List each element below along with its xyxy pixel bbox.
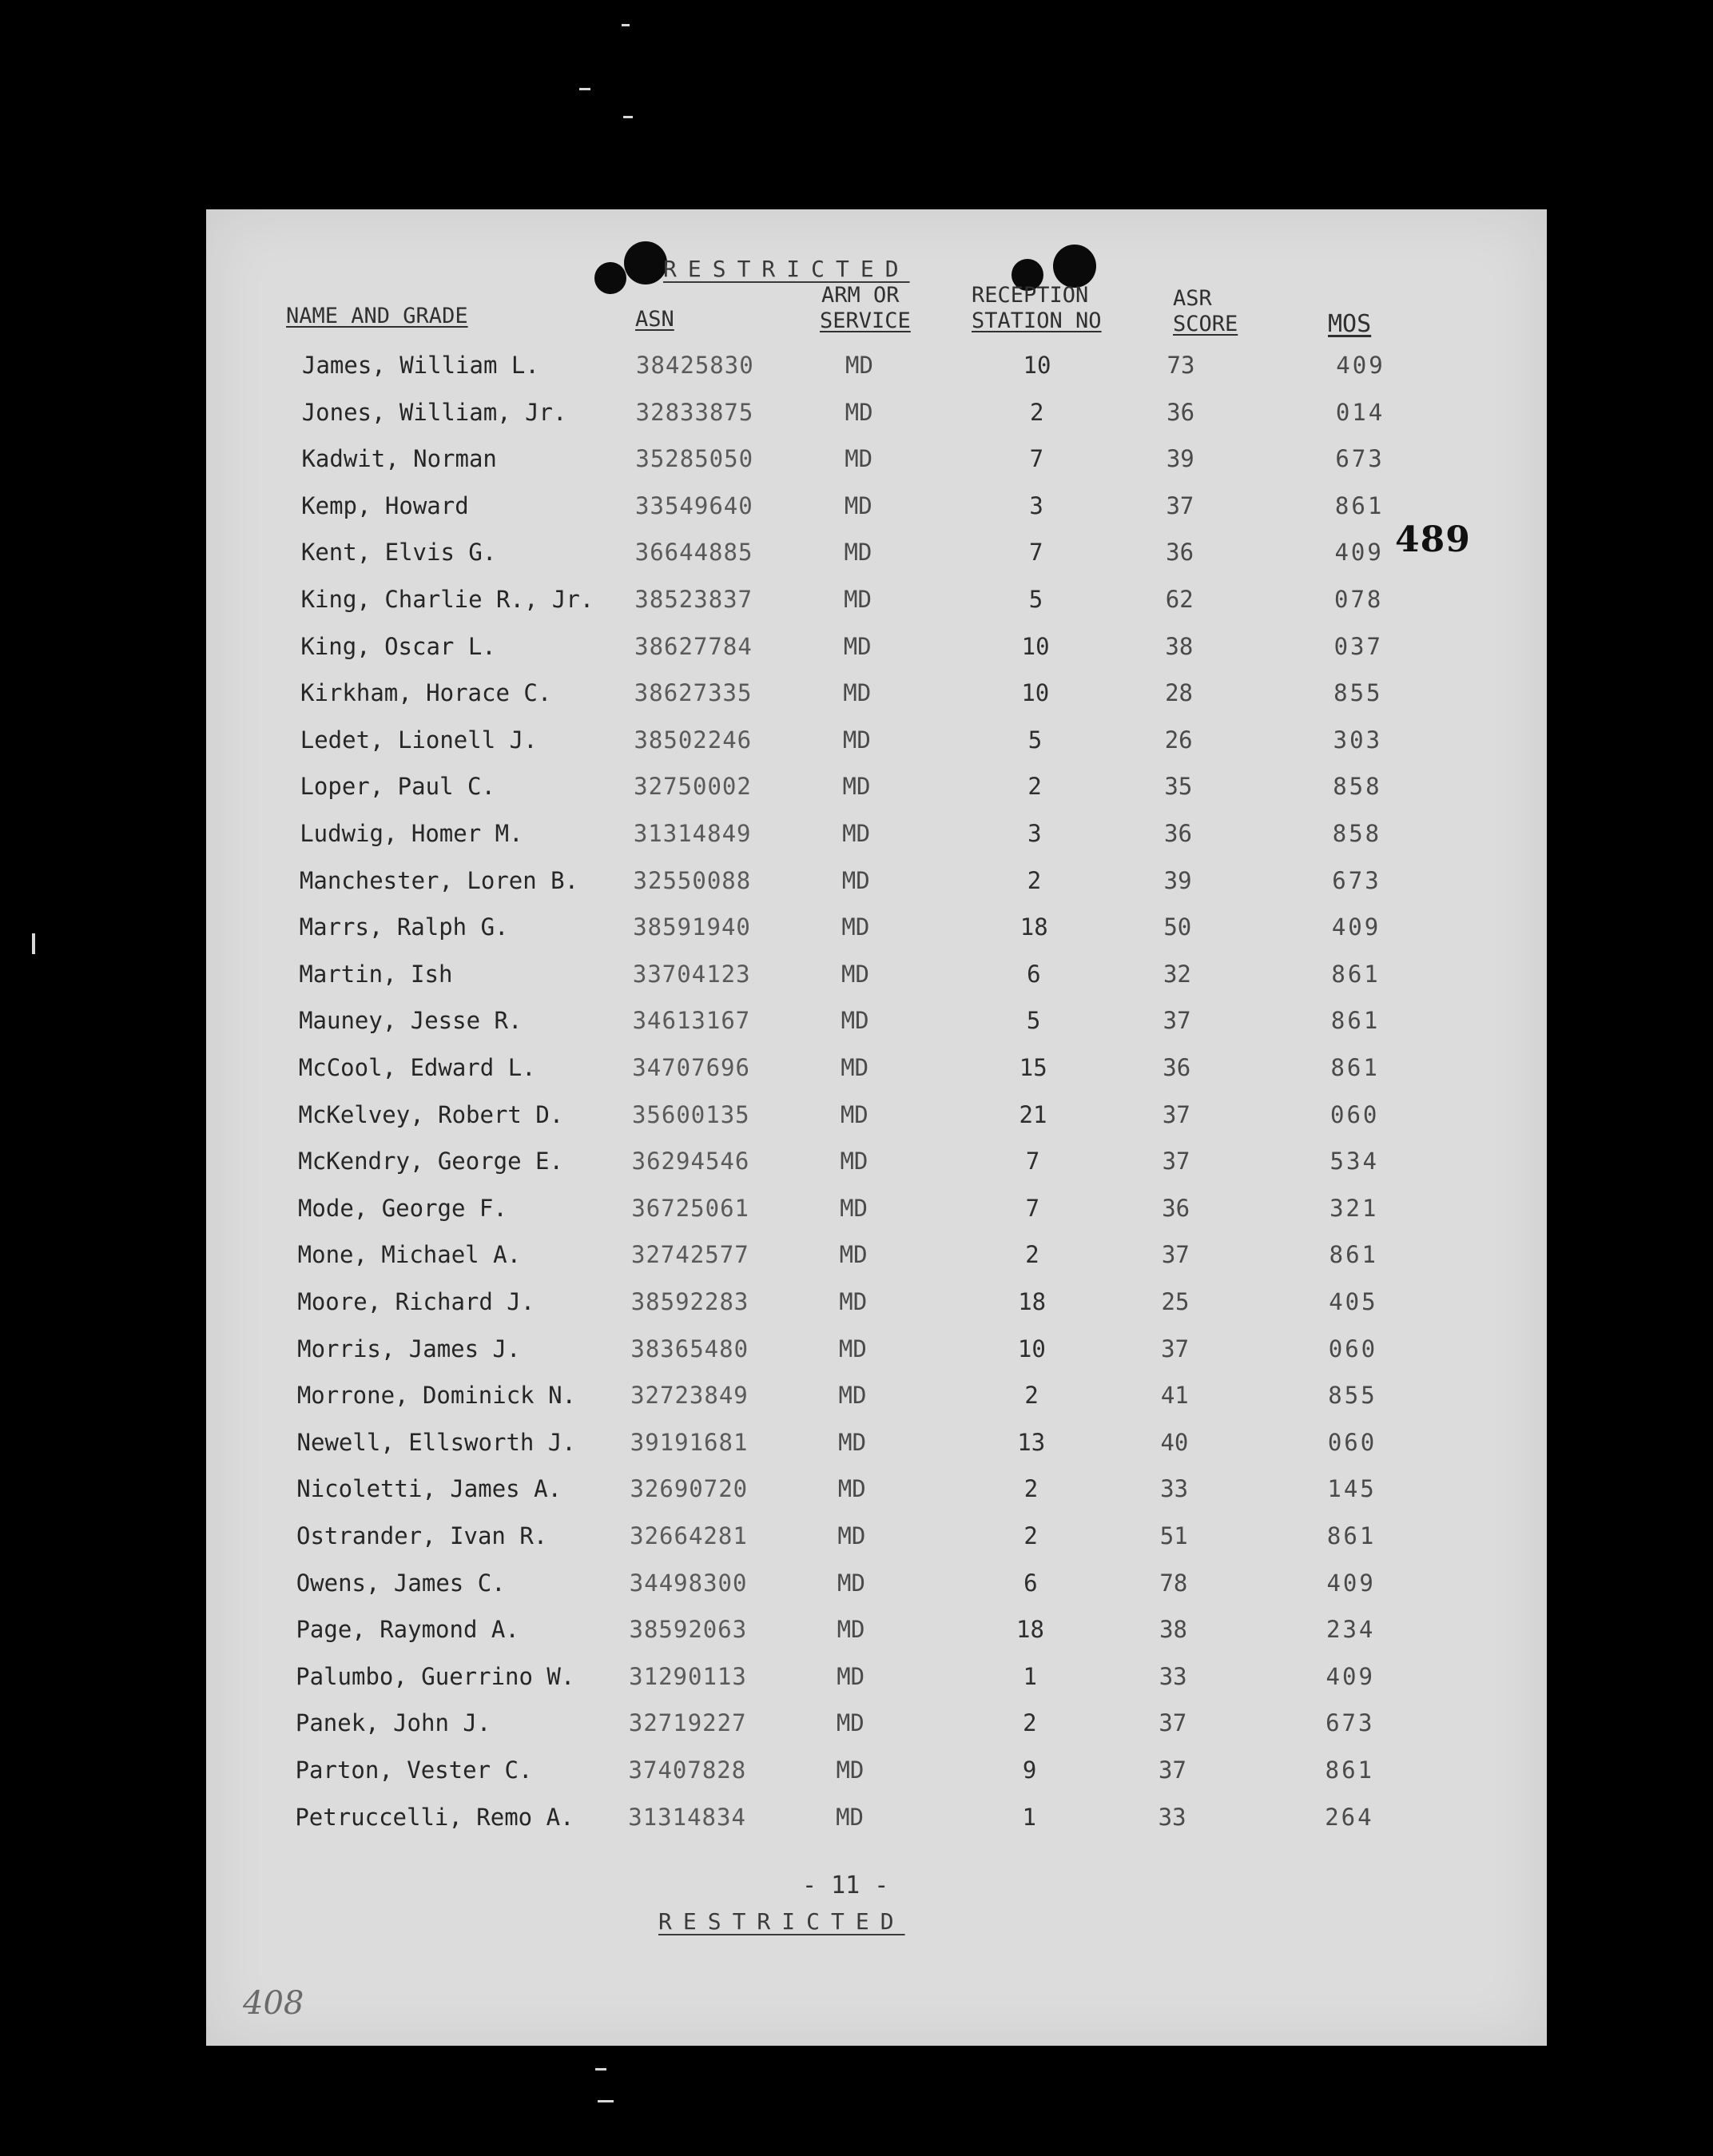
cell-name: Morrone, Dominick N.: [296, 1382, 577, 1410]
cell-name: Kemp, Howard: [301, 491, 469, 519]
col-header-arm-line1: ARM OR: [821, 283, 900, 308]
cell-name: Newell, Ellsworth J.: [296, 1428, 576, 1456]
cell-station: 10: [1021, 632, 1050, 660]
cell-mos: 861: [1331, 960, 1381, 988]
cell-mos: 673: [1335, 445, 1385, 473]
cell-name: Parton, Vester C.: [295, 1756, 533, 1784]
table-row: [206, 1429, 1547, 1475]
col-header-score-line1: ASR: [1173, 286, 1212, 311]
cell-arm: MD: [839, 1241, 868, 1269]
cell-arm: MD: [845, 398, 873, 426]
cell-asn: 33549640: [635, 491, 753, 519]
film-mark: [598, 2100, 614, 2102]
cell-asn: 38523837: [634, 586, 753, 613]
cell-name: Mode, George F.: [297, 1194, 507, 1222]
col-header-score: [1173, 286, 1238, 337]
table-row: [206, 1335, 1547, 1382]
cell-station: 3: [1029, 491, 1043, 519]
table-row: [206, 1569, 1547, 1616]
table-row: [206, 820, 1547, 866]
cell-name: Kadwit, Norman: [301, 445, 497, 473]
cell-asn: 37407828: [628, 1756, 747, 1784]
cell-arm: MD: [842, 820, 871, 847]
cell-asn: 38502246: [634, 726, 753, 754]
cell-mos: 858: [1333, 773, 1382, 801]
cell-station: 2: [1027, 773, 1042, 801]
cell-station: 9: [1022, 1756, 1037, 1784]
cell-name: Mone, Michael A.: [297, 1241, 522, 1269]
cell-mos: 861: [1330, 1054, 1380, 1081]
cell-arm: MD: [841, 1054, 869, 1081]
cell-name: Marrs, Ralph G.: [299, 913, 509, 941]
cell-name: Palumbo, Guerrino W.: [296, 1662, 575, 1690]
cell-name: Ludwig, Homer M.: [300, 820, 523, 847]
cell-score: 36: [1166, 539, 1194, 567]
cell-name: James, William L.: [302, 352, 539, 379]
table-row: [206, 1709, 1547, 1756]
cell-mos: 861: [1329, 1241, 1379, 1269]
cell-asn: 32723849: [630, 1382, 749, 1410]
cell-score: 33: [1159, 1662, 1187, 1690]
cell-name: Kent, Elvis G.: [300, 539, 497, 567]
table-row: [206, 773, 1547, 819]
cell-arm: MD: [841, 866, 870, 894]
cell-station: 2: [1023, 1522, 1038, 1549]
table-row: [206, 1101, 1547, 1148]
cell-score: 36: [1167, 398, 1195, 426]
cell-arm: MD: [837, 1662, 865, 1690]
table-row: [206, 1195, 1547, 1241]
cell-name: Petruccelli, Remo A.: [295, 1803, 574, 1831]
cell-name: Ostrander, Ivan R.: [296, 1522, 548, 1549]
table-row: [206, 445, 1547, 491]
cell-score: 62: [1165, 586, 1194, 613]
cell-asn: 32742577: [631, 1241, 749, 1269]
cell-score: 41: [1160, 1382, 1189, 1410]
table-row: [206, 913, 1547, 960]
cell-arm: MD: [836, 1709, 864, 1737]
cell-score: 37: [1159, 1709, 1187, 1737]
cell-station: 10: [1017, 1335, 1046, 1362]
cell-mos: 409: [1326, 1569, 1376, 1597]
cell-asn: 36725061: [631, 1194, 750, 1222]
cell-asn: 38365480: [630, 1335, 749, 1362]
cell-name: Martin, Ish: [299, 960, 453, 988]
table-row: [206, 961, 1547, 1007]
cell-arm: MD: [841, 913, 870, 941]
cell-name: Morris, James J.: [297, 1335, 521, 1362]
col-header-station-line2: STATION NO: [972, 308, 1102, 333]
cell-asn: 35285050: [635, 445, 754, 473]
table-row: [206, 1756, 1547, 1803]
cell-arm: MD: [841, 1007, 869, 1035]
cell-score: 37: [1162, 1100, 1190, 1128]
cell-station: 1: [1022, 1803, 1036, 1831]
cell-arm: MD: [844, 491, 872, 519]
cell-asn: 38627335: [634, 679, 753, 707]
cell-asn: 35600135: [631, 1100, 750, 1128]
cell-score: 73: [1167, 352, 1195, 379]
cell-station: 1: [1023, 1662, 1037, 1690]
cell-name: Kirkham, Horace C.: [300, 679, 552, 707]
cell-asn: 32664281: [630, 1522, 748, 1549]
document-page: [206, 209, 1547, 2046]
cell-asn: 31314849: [633, 820, 752, 847]
table-row: [206, 399, 1547, 445]
restricted-header: RESTRICTED: [663, 256, 910, 282]
cell-arm: MD: [845, 352, 873, 379]
cell-arm: MD: [839, 1288, 868, 1315]
table-row: [206, 726, 1547, 773]
cell-mos: 037: [1333, 632, 1383, 660]
cell-asn: 32719227: [628, 1709, 747, 1737]
cell-name: Page, Raymond A.: [296, 1616, 519, 1644]
cell-score: 39: [1166, 445, 1194, 473]
cell-station: 10: [1023, 352, 1051, 379]
cell-name: King, Oscar L.: [300, 632, 496, 660]
cell-arm: MD: [840, 1100, 868, 1128]
cell-score: 51: [1159, 1522, 1188, 1549]
table-row: [206, 1475, 1547, 1522]
cell-name: McKelvey, Robert D.: [298, 1100, 564, 1128]
cell-asn: 31290113: [629, 1662, 747, 1690]
cell-station: 18: [1019, 913, 1048, 941]
col-header-station-line1: RECEPTION: [972, 283, 1089, 308]
table-row: [206, 1054, 1547, 1100]
cell-arm: MD: [844, 586, 872, 613]
cell-mos: 409: [1336, 352, 1385, 379]
cell-mos: 234: [1326, 1616, 1376, 1644]
table-row: [206, 1382, 1547, 1428]
cell-arm: MD: [843, 679, 872, 707]
cell-arm: MD: [838, 1428, 867, 1456]
cell-score: 36: [1164, 820, 1192, 847]
cell-mos: 409: [1334, 539, 1384, 567]
cell-mos: 861: [1325, 1756, 1375, 1784]
cell-station: 2: [1027, 866, 1042, 894]
cell-arm: MD: [837, 1475, 866, 1503]
cell-asn: 34707696: [632, 1054, 750, 1081]
cell-mos: 405: [1329, 1288, 1378, 1315]
stamp-number: 489: [1395, 519, 1471, 560]
cell-arm: MD: [838, 1382, 867, 1410]
table-row: [206, 1148, 1547, 1194]
cell-asn: 39191681: [630, 1428, 749, 1456]
cell-station: 5: [1027, 726, 1043, 754]
cell-score: 38: [1165, 632, 1194, 660]
cell-mos: 078: [1334, 586, 1384, 613]
cell-mos: 409: [1325, 1662, 1375, 1690]
cell-station: 6: [1027, 960, 1041, 988]
cell-name: Ledet, Lionell J.: [300, 726, 538, 754]
cell-station: 2: [1024, 1382, 1039, 1410]
cell-asn: 36644885: [634, 539, 753, 567]
cell-arm: MD: [842, 773, 871, 801]
cell-station: 21: [1019, 1100, 1047, 1128]
table-row: [206, 1616, 1547, 1662]
punch-hole: [624, 241, 667, 284]
cell-mos: 303: [1333, 726, 1383, 754]
cell-mos: 060: [1330, 1100, 1380, 1128]
cell-score: 37: [1161, 1241, 1190, 1269]
cell-score: 32: [1163, 960, 1191, 988]
cell-mos: 060: [1328, 1335, 1378, 1362]
table-row: [206, 1007, 1547, 1053]
col-header-score-line2: SCORE: [1173, 312, 1238, 336]
col-header-asn: ASN: [635, 307, 674, 332]
table-row: [206, 586, 1547, 632]
cell-arm: MD: [837, 1522, 866, 1549]
film-mark: [579, 88, 590, 90]
table-row: [206, 1241, 1547, 1287]
cell-asn: 38627784: [634, 632, 753, 660]
cell-station: 7: [1025, 1194, 1040, 1222]
cell-arm: MD: [841, 960, 869, 988]
table-row: [206, 867, 1547, 913]
cell-name: Mauney, Jesse R.: [299, 1007, 523, 1035]
table-row: [206, 492, 1547, 539]
punch-hole: [594, 262, 626, 294]
cell-name: McKendry, George E.: [298, 1148, 563, 1175]
cell-score: 33: [1160, 1475, 1189, 1503]
col-header-station: [972, 283, 1102, 334]
table-row: [206, 1522, 1547, 1569]
cell-asn: 38425830: [636, 352, 754, 379]
table-row: [206, 679, 1547, 726]
cell-name: Panek, John J.: [295, 1709, 491, 1737]
cell-mos: 321: [1329, 1194, 1379, 1222]
cell-arm: MD: [838, 1335, 867, 1362]
cell-score: 37: [1159, 1756, 1186, 1784]
cell-station: 5: [1026, 1007, 1041, 1035]
cell-mos: 858: [1332, 820, 1382, 847]
cell-score: 36: [1162, 1194, 1190, 1222]
cell-score: 25: [1161, 1288, 1190, 1315]
cell-asn: 38592063: [629, 1616, 748, 1644]
cell-station: 2: [1023, 1475, 1039, 1503]
punch-hole: [1053, 245, 1096, 288]
col-header-name: NAME AND GRADE: [286, 304, 468, 328]
cell-score: 26: [1164, 726, 1193, 754]
cell-station: 2: [1029, 398, 1044, 426]
cell-mos: 861: [1326, 1522, 1377, 1549]
cell-station: 18: [1016, 1616, 1044, 1644]
cell-station: 2: [1025, 1241, 1039, 1269]
cell-score: 35: [1164, 773, 1193, 801]
cell-mos: 861: [1330, 1007, 1381, 1035]
table-row: [206, 539, 1547, 585]
cell-asn: 36294546: [631, 1148, 750, 1175]
col-header-arm-line2: SERVICE: [820, 308, 911, 333]
cell-mos: 014: [1335, 398, 1385, 426]
cell-name: Nicoletti, James A.: [296, 1475, 562, 1503]
cell-mos: 145: [1327, 1475, 1377, 1503]
cell-score: 38: [1159, 1616, 1187, 1644]
cell-arm: MD: [843, 632, 872, 660]
table-row: [206, 1288, 1547, 1335]
cell-asn: 32550088: [633, 866, 752, 894]
cell-score: 37: [1166, 491, 1194, 519]
film-mark: [32, 933, 35, 954]
col-header-arm: [820, 283, 911, 334]
cell-score: 37: [1161, 1335, 1190, 1362]
cell-station: 15: [1019, 1054, 1047, 1081]
cell-mos: 673: [1332, 866, 1381, 894]
cell-mos: 855: [1333, 679, 1383, 707]
table-row: [206, 352, 1547, 398]
cell-arm: MD: [836, 1803, 864, 1831]
cell-mos: 673: [1325, 1709, 1375, 1737]
cell-mos: 409: [1331, 913, 1381, 941]
cell-name: Jones, William, Jr.: [301, 398, 567, 426]
page-number: - 11 -: [802, 1872, 889, 1899]
cell-asn: 32833875: [635, 398, 754, 426]
cell-name: Owens, James C.: [296, 1569, 506, 1597]
cell-station: 3: [1027, 820, 1042, 847]
cell-asn: 32690720: [630, 1475, 749, 1503]
cell-score: 40: [1160, 1428, 1189, 1456]
cell-asn: 38592283: [630, 1288, 749, 1315]
cell-mos: 861: [1334, 491, 1385, 519]
cell-score: 37: [1163, 1007, 1191, 1035]
cell-score: 28: [1165, 679, 1193, 707]
cell-arm: MD: [845, 445, 873, 473]
cell-station: 2: [1023, 1709, 1037, 1737]
cell-station: 7: [1029, 445, 1044, 473]
cell-arm: MD: [842, 726, 871, 754]
cell-station: 13: [1017, 1428, 1046, 1456]
cell-name: Loper, Paul C.: [300, 773, 495, 801]
table-row: [206, 1663, 1547, 1709]
cell-mos: 534: [1329, 1148, 1379, 1175]
cell-station: 7: [1025, 1148, 1040, 1175]
cell-asn: 31314834: [628, 1803, 746, 1831]
cell-arm: MD: [844, 539, 872, 567]
cell-mos: 264: [1325, 1803, 1374, 1831]
table-row: [206, 633, 1547, 679]
cell-station: 10: [1021, 679, 1050, 707]
cell-score: 33: [1158, 1803, 1186, 1831]
restricted-footer: RESTRICTED: [658, 1908, 905, 1935]
cell-asn: 34613167: [632, 1007, 751, 1035]
table-row: [206, 1804, 1547, 1850]
cell-arm: MD: [836, 1756, 864, 1784]
cell-name: McCool, Edward L.: [298, 1054, 536, 1081]
cell-mos: 060: [1327, 1428, 1377, 1456]
film-mark: [622, 24, 630, 26]
cell-name: King, Charlie R., Jr.: [300, 586, 594, 613]
cell-asn: 32750002: [634, 773, 752, 801]
cell-arm: MD: [840, 1194, 868, 1222]
cell-station: 5: [1028, 586, 1043, 613]
film-mark: [623, 116, 633, 118]
cell-score: 50: [1163, 913, 1192, 941]
cell-asn: 34498300: [629, 1569, 748, 1597]
cell-score: 37: [1162, 1148, 1190, 1175]
cell-name: Moore, Richard J.: [297, 1288, 535, 1315]
cell-station: 6: [1023, 1569, 1038, 1597]
cell-arm: MD: [837, 1569, 865, 1597]
cell-station: 7: [1029, 539, 1043, 567]
cell-score: 78: [1159, 1569, 1188, 1597]
cell-asn: 33704123: [632, 960, 751, 988]
cell-score: 39: [1163, 866, 1192, 894]
film-mark: [595, 2068, 606, 2070]
cell-station: 18: [1018, 1288, 1047, 1315]
cell-arm: MD: [840, 1148, 868, 1175]
cell-asn: 38591940: [633, 913, 751, 941]
cell-name: Manchester, Loren B.: [299, 866, 579, 894]
cell-mos: 855: [1328, 1382, 1377, 1410]
pencil-note: 408: [243, 1985, 304, 2022]
cell-score: 36: [1163, 1054, 1191, 1081]
cell-arm: MD: [837, 1616, 865, 1644]
col-header-mos: MOS: [1328, 310, 1372, 338]
